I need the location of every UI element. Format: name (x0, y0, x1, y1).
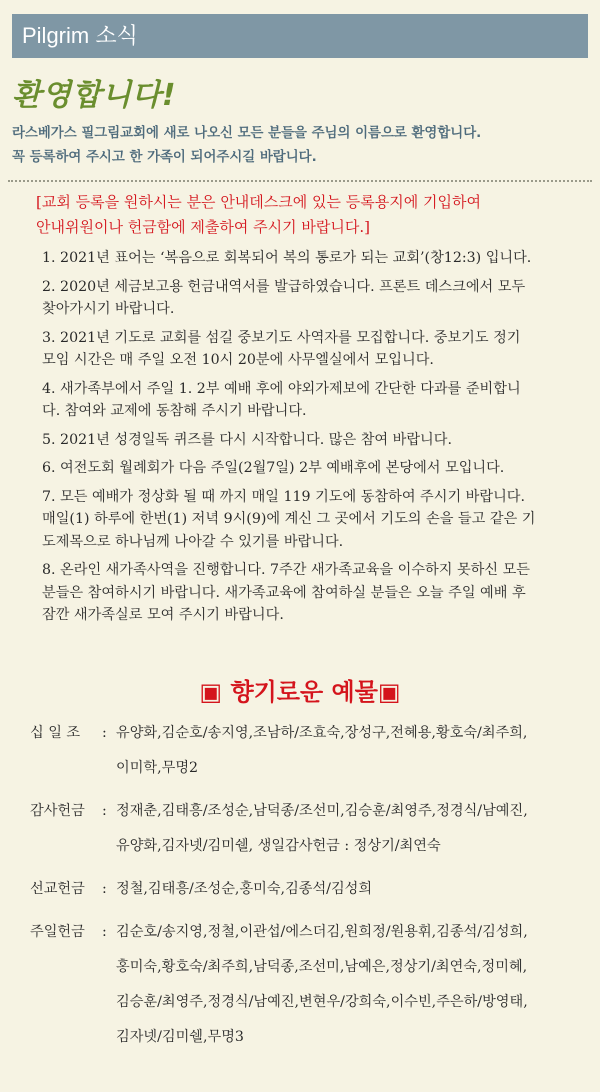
announcement-line: 잠깐 새가족실로 모여 주시기 바랍니다. (42, 607, 284, 623)
offering-row (30, 794, 590, 864)
offering-names-line: 김순호/송지영,정철,이관섭/에스더김,원희정/원용휘,김종석/김성희, (116, 924, 528, 940)
announcement-item (42, 276, 578, 321)
announcement-item (42, 429, 578, 452)
announcement-item (42, 559, 578, 627)
announcement-item (42, 486, 578, 554)
announcement-line: 1. 2021년 표어는 ‘복음으로 회복되어 복의 통로가 되는 교회’(창12:3) 입니다. (42, 250, 532, 266)
offering-names (116, 716, 590, 786)
offering-names (116, 794, 590, 864)
announcement-line: 매일(1) 하루에 한번(1) 저녁 9시(9)에 계신 그 곳에서 기도의 손을 들고 같은 기 (42, 511, 536, 527)
announcement-list (42, 247, 578, 633)
offering-names-line: 홍미숙,황호숙/최주희,남덕종,조선미,남예은,정상기/최연숙,정미혜, (116, 959, 528, 975)
welcome-heading: 환영합니다! (12, 78, 177, 113)
offering-label: 감사헌금 (30, 803, 85, 819)
announcement-line: 6. 여전도회 월례회가 다음 주일(2월7일) 2부 예배후에 본당에서 모입니다. (42, 460, 505, 476)
announcement-item (42, 378, 578, 423)
offering-separator: : (102, 881, 107, 897)
offering-list (30, 716, 590, 1063)
offering-row (30, 872, 590, 907)
announcement-item (42, 327, 578, 372)
offering-names-line: 김승훈/최영주,정경식/남예진,변현우/강희숙,이수빈,주은하/방영태, (116, 994, 528, 1010)
offering-separator: : (102, 924, 107, 940)
announcement-line: 8. 온라인 새가족사역을 진행합니다. 7주간 새가족교육을 이수하지 못하신 모든 (42, 562, 531, 578)
announcement-item (42, 457, 578, 480)
announcement-line: 다. 참여와 교제에 동참해 주시기 바랍니다. (42, 403, 307, 419)
announcement-line: 4. 새가족부에서 주일 1. 2부 예배 후에 야외가제보에 간단한 다과를 준비합니 (42, 380, 521, 397)
offering-label: 십 일 조 (30, 725, 81, 741)
announcement-line: 분들은 참여하시기 바랍니다. 새가족교육에 참여하실 분들은 오늘 주일 예배 후 (42, 584, 526, 601)
announcement-line: 7. 모든 예배가 정상화 될 때 까지 매일 119 기도에 동참하여 주시기 바랍니다. (42, 488, 525, 505)
offering-names-line: 김자넷/김미쉘,무명3 (116, 1029, 244, 1045)
offering-label: 주일헌금 (30, 924, 85, 940)
welcome-text (12, 122, 592, 170)
welcome-line: 라스베가스 필그림교회에 새로 나오신 모든 분들을 주님의 이름으로 환영합니다. (12, 126, 482, 141)
offering-row (30, 716, 590, 786)
section-header: Pilgrim 소식 (12, 14, 588, 58)
offering-row (30, 915, 590, 1055)
offering-title: ▣ 향기로운 예물▣ (199, 678, 401, 706)
registration-notice (36, 190, 580, 240)
notice-line: 안내위원이나 헌금함에 제출하여 주시기 바랍니다.] (36, 218, 370, 236)
announcement-line: 도제목으로 하나님께 나아갈 수 있기를 바랍니다. (42, 533, 344, 550)
offering-names-line: 이미학,무명2 (116, 760, 199, 776)
offering-names-line: 유양화,김순호/송지영,조남하/조효숙,장성구,전혜용,황호숙/최주희, (116, 725, 528, 741)
offering-names (116, 915, 590, 1055)
announcement-line: 5. 2021년 성경일독 퀴즈를 다시 시작합니다. 많은 참여 바랍니다. (42, 431, 452, 448)
dotted-divider (8, 180, 592, 182)
welcome-line: 꼭 등록하여 주시고 한 가족이 되어주시길 바랍니다. (12, 150, 317, 165)
offering-names (116, 872, 590, 907)
offering-names-line: 정철,김태흥/조성순,홍미숙,김종석/김성희 (116, 881, 373, 897)
announcement-line: 2. 2020년 세금보고용 헌금내역서를 발급하였습니다. 프론트 데스크에서 모두 (42, 278, 526, 295)
offering-separator: : (102, 725, 107, 741)
offering-names-line: 유양화,김자넷/김미쉘, 생일감사헌금 : 정상기/최연숙 (116, 838, 441, 854)
announcement-item (42, 247, 578, 270)
offering-names-line: 정재춘,김태흥/조성순,남덕종/조선미,김승훈/최영주,정경식/남예진, (116, 803, 528, 819)
announcement-line: 3. 2021년 기도로 교회를 섬길 중보기도 사역자를 모집합니다. 중보기도 정기 (42, 329, 521, 346)
announcement-line: 모임 시간은 매 주일 오전 10시 20분에 사무엘실에서 모입니다. (42, 352, 434, 368)
offering-label: 선교헌금 (30, 881, 85, 897)
notice-line: [교회 등록을 원하시는 분은 안내데스크에 있는 등록용지에 기입하여 (36, 193, 481, 211)
announcement-line: 찾아가시기 바랍니다. (42, 301, 175, 317)
offering-separator: : (102, 803, 107, 819)
